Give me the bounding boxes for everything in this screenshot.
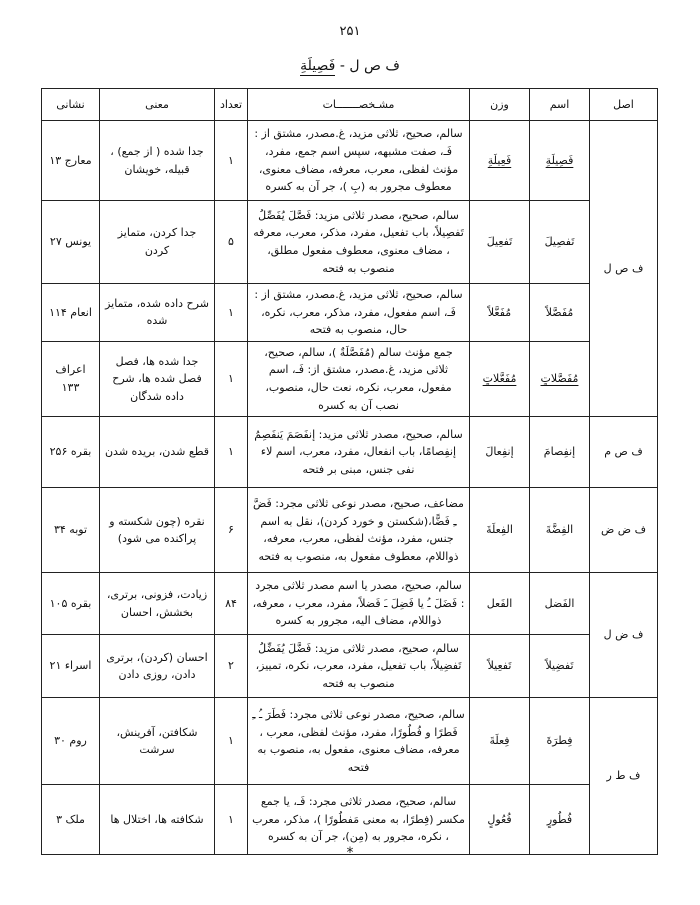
address-cell: روم ۳۰	[42, 698, 100, 785]
header-ism: اسم	[530, 89, 590, 121]
pattern-cell: مُفَعَّلاتٍ	[470, 341, 530, 416]
title-root: ف ص ل	[349, 58, 400, 74]
table-row	[42, 121, 658, 201]
word-cell: مُفَصَّلاتٍ	[530, 341, 590, 416]
header-meaning: معنی	[100, 89, 215, 121]
address-cell: اسراء ۲۱	[42, 635, 100, 698]
pattern-cell: تَفعِيلَ	[470, 201, 530, 284]
meaning-cell: زیادت، فزونی، برتری، بخشش، احسان	[100, 573, 215, 635]
count-cell: ۶	[215, 488, 248, 573]
table-row	[42, 488, 658, 573]
word-cell: تَفضِيلاً	[530, 635, 590, 698]
root-cell: ف ط ر	[590, 698, 658, 855]
table-row	[42, 284, 658, 342]
address-cell: بقره ۲۵۶	[42, 417, 100, 488]
count-cell: ۱	[215, 698, 248, 785]
address-cell: اعراف ۱۳۳	[42, 341, 100, 416]
count-cell: ۱	[215, 284, 248, 342]
title-word: فَصِيلَةِ	[300, 58, 336, 74]
word-cell: إنفِصامَ	[530, 417, 590, 488]
header-row	[42, 89, 658, 121]
header-vazn: وزن	[470, 89, 530, 121]
meaning-cell: احسان (کردن)، برتری دادن، روزی دادن	[100, 635, 215, 698]
specs-cell: سالم، صحیح، مصدر ثلاثی مجرد: فَـ، یا جمع مکسر (فِطرًا، به معنی مَفطُورًا )، مذکر، معرب ، نکره، مجرور به (مِن)، جر آن به کسره	[248, 785, 470, 855]
header-specs: مشـخصـــــــات	[248, 89, 470, 121]
meaning-cell: شکافتن، آفرینش، سرشت	[100, 698, 215, 785]
meaning-cell: جدا کردن، متمایز کردن	[100, 201, 215, 284]
address-cell: توبه ۳۴	[42, 488, 100, 573]
word-cell: فُطُورٍ	[530, 785, 590, 855]
count-cell: ۱	[215, 341, 248, 416]
specs-cell: سالم، صحیح، مصدر ثلاثی مزید: فَضَّلَ یُفَضِّلُ تَفضِیلاً، باب تفعیل، مفرد، معرب، نکره، تمییز، منصوب به فتحه	[248, 635, 470, 698]
specs-cell: سالم، صحیح، مصدر نوعی ثلاثی مجرد: فَطَرَ ـُ ـِ فَطرًا و فُطُورًا، مفرد، مؤنث لفظی، معرب ، معرفه، مضاف معنوی، مفعول به، منصوب به فتحه	[248, 698, 470, 785]
pattern-cell: الفِعلَةَ	[470, 488, 530, 573]
address-cell: یونس ۲۷	[42, 201, 100, 284]
pattern-cell: فِعلَةَ	[470, 698, 530, 785]
footer-asterisk: *	[346, 845, 354, 861]
word-cell: تَفصِيلَ	[530, 201, 590, 284]
meaning-cell: شرح داده شده، متمایز شده	[100, 284, 215, 342]
address-cell: ملک ۳	[42, 785, 100, 855]
root-cell: ف ص ل	[590, 121, 658, 417]
count-cell: ۱	[215, 785, 248, 855]
table-row	[42, 635, 658, 698]
meaning-cell: جدا شده ( از جمع) ، قبیله، خویشان	[100, 121, 215, 201]
table-row	[42, 698, 658, 785]
word-cell: الفِضَّةَ	[530, 488, 590, 573]
morphology-table	[41, 88, 658, 855]
count-cell: ۸۴	[215, 573, 248, 635]
address-cell: معارج ۱۳	[42, 121, 100, 201]
specs-cell: جمع مؤنث سالم (مُفَصَّلَةٌ )، سالم، صحیح، ثلاثی مزید، غ.مصدر، مشتق از: فَـ، اسم مفعول، معرب، نکره، نعت حال، منصوب، نصب آن به کسره	[248, 341, 470, 416]
header-count: تعداد	[215, 89, 248, 121]
table-row	[42, 201, 658, 284]
address-cell: بقره ۱۰۵	[42, 573, 100, 635]
pattern-cell: تَفعِيلاً	[470, 635, 530, 698]
pattern-cell: الفَعل	[470, 573, 530, 635]
specs-cell: سالم، صحیح، ثلاثی مزید، غ.مصدر، مشتق از : فَـ، اسم مفعول، مفرد، مذکر، معرب، نکره، حال، منصوب به فتحه	[248, 284, 470, 342]
meaning-cell: نقره (چون شکسته و پراکنده می شود)	[100, 488, 215, 573]
page-title	[0, 58, 700, 74]
count-cell: ۵	[215, 201, 248, 284]
title-separator: -	[339, 58, 345, 74]
pattern-cell: فَعِيلَةِ	[470, 121, 530, 201]
meaning-cell: جدا شده ها، فصل فصل شده ها، شرح داده شدگان	[100, 341, 215, 416]
word-cell: فَصِيلَةِ	[530, 121, 590, 201]
count-cell: ۱	[215, 121, 248, 201]
address-cell: انعام ۱۱۴	[42, 284, 100, 342]
pattern-cell: إنفِعالَ	[470, 417, 530, 488]
meaning-cell: شکافته ها، اختلال ها	[100, 785, 215, 855]
pattern-cell: فُعُولٍ	[470, 785, 530, 855]
root-cell: ف ض ض	[590, 488, 658, 573]
page-number: ۲۵۱	[339, 24, 361, 39]
pattern-cell: مُفَعَّلاً	[470, 284, 530, 342]
specs-cell: سالم، صحیح، مصدر ثلاثی مزید: فَصَّلَ یُفَصِّلُ تَفصِیلاً، باب تفعیل، مفرد، مذکر، معرب، معرفه ، مضاف معنوی، معطوف مفعول مطلق، منصوب به فتحه	[248, 201, 470, 284]
table-row	[42, 417, 658, 488]
specs-cell: سالم، صحیح، مصدر ثلاثی مزید: إنفَصَمَ یَنفَصِمُ إنفِصامًا، باب انفعال، مفرد، معرب، اسم لاء نفی جنس، مبنی بر فتحه	[248, 417, 470, 488]
root-cell: ف ض ل	[590, 573, 658, 698]
root-cell: ف ص م	[590, 417, 658, 488]
table-row	[42, 341, 658, 416]
word-cell: مُفَصَّلاً	[530, 284, 590, 342]
count-cell: ۱	[215, 417, 248, 488]
count-cell: ۲	[215, 635, 248, 698]
meaning-cell: قطع شدن، بریده شدن	[100, 417, 215, 488]
word-cell: الفَضل	[530, 573, 590, 635]
header-asl: اصل	[590, 89, 658, 121]
word-cell: فِطرَةَ	[530, 698, 590, 785]
header-address: نشانی	[42, 89, 100, 121]
specs-cell: سالم، صحیح، مصدر یا اسم مصدر ثلاثی مجرد : فَضَلَ ـُ یا فَضِلَ ـَ فَضلاً، مفرد، معرب ، معرفه، ذواللام، مضاف الیه، مجرور به کسره	[248, 573, 470, 635]
table-row	[42, 573, 658, 635]
specs-cell: سالم، صحیح، ثلاثی مزید، غ.مصدر، مشتق از : فَـ، صفت مشبهه، سپس اسم جمع، مفرد، مؤنث لفظی، معرب، معرفه، مضاف معنوی، معطوف مجرور به (بِ )، جر آن به کسره	[248, 121, 470, 201]
specs-cell: مضاعف، صحیح، مصدر نوعی ثلاثی مجرد: فَضَّ ـِ فَضًّا،(شکستن و خورد کردن)، نقل به اسم جنس، مفرد، مؤنث لفظی، معرب، معرفه، ذواللام، معطوف مفعول به، منصوب به فتحه	[248, 488, 470, 573]
